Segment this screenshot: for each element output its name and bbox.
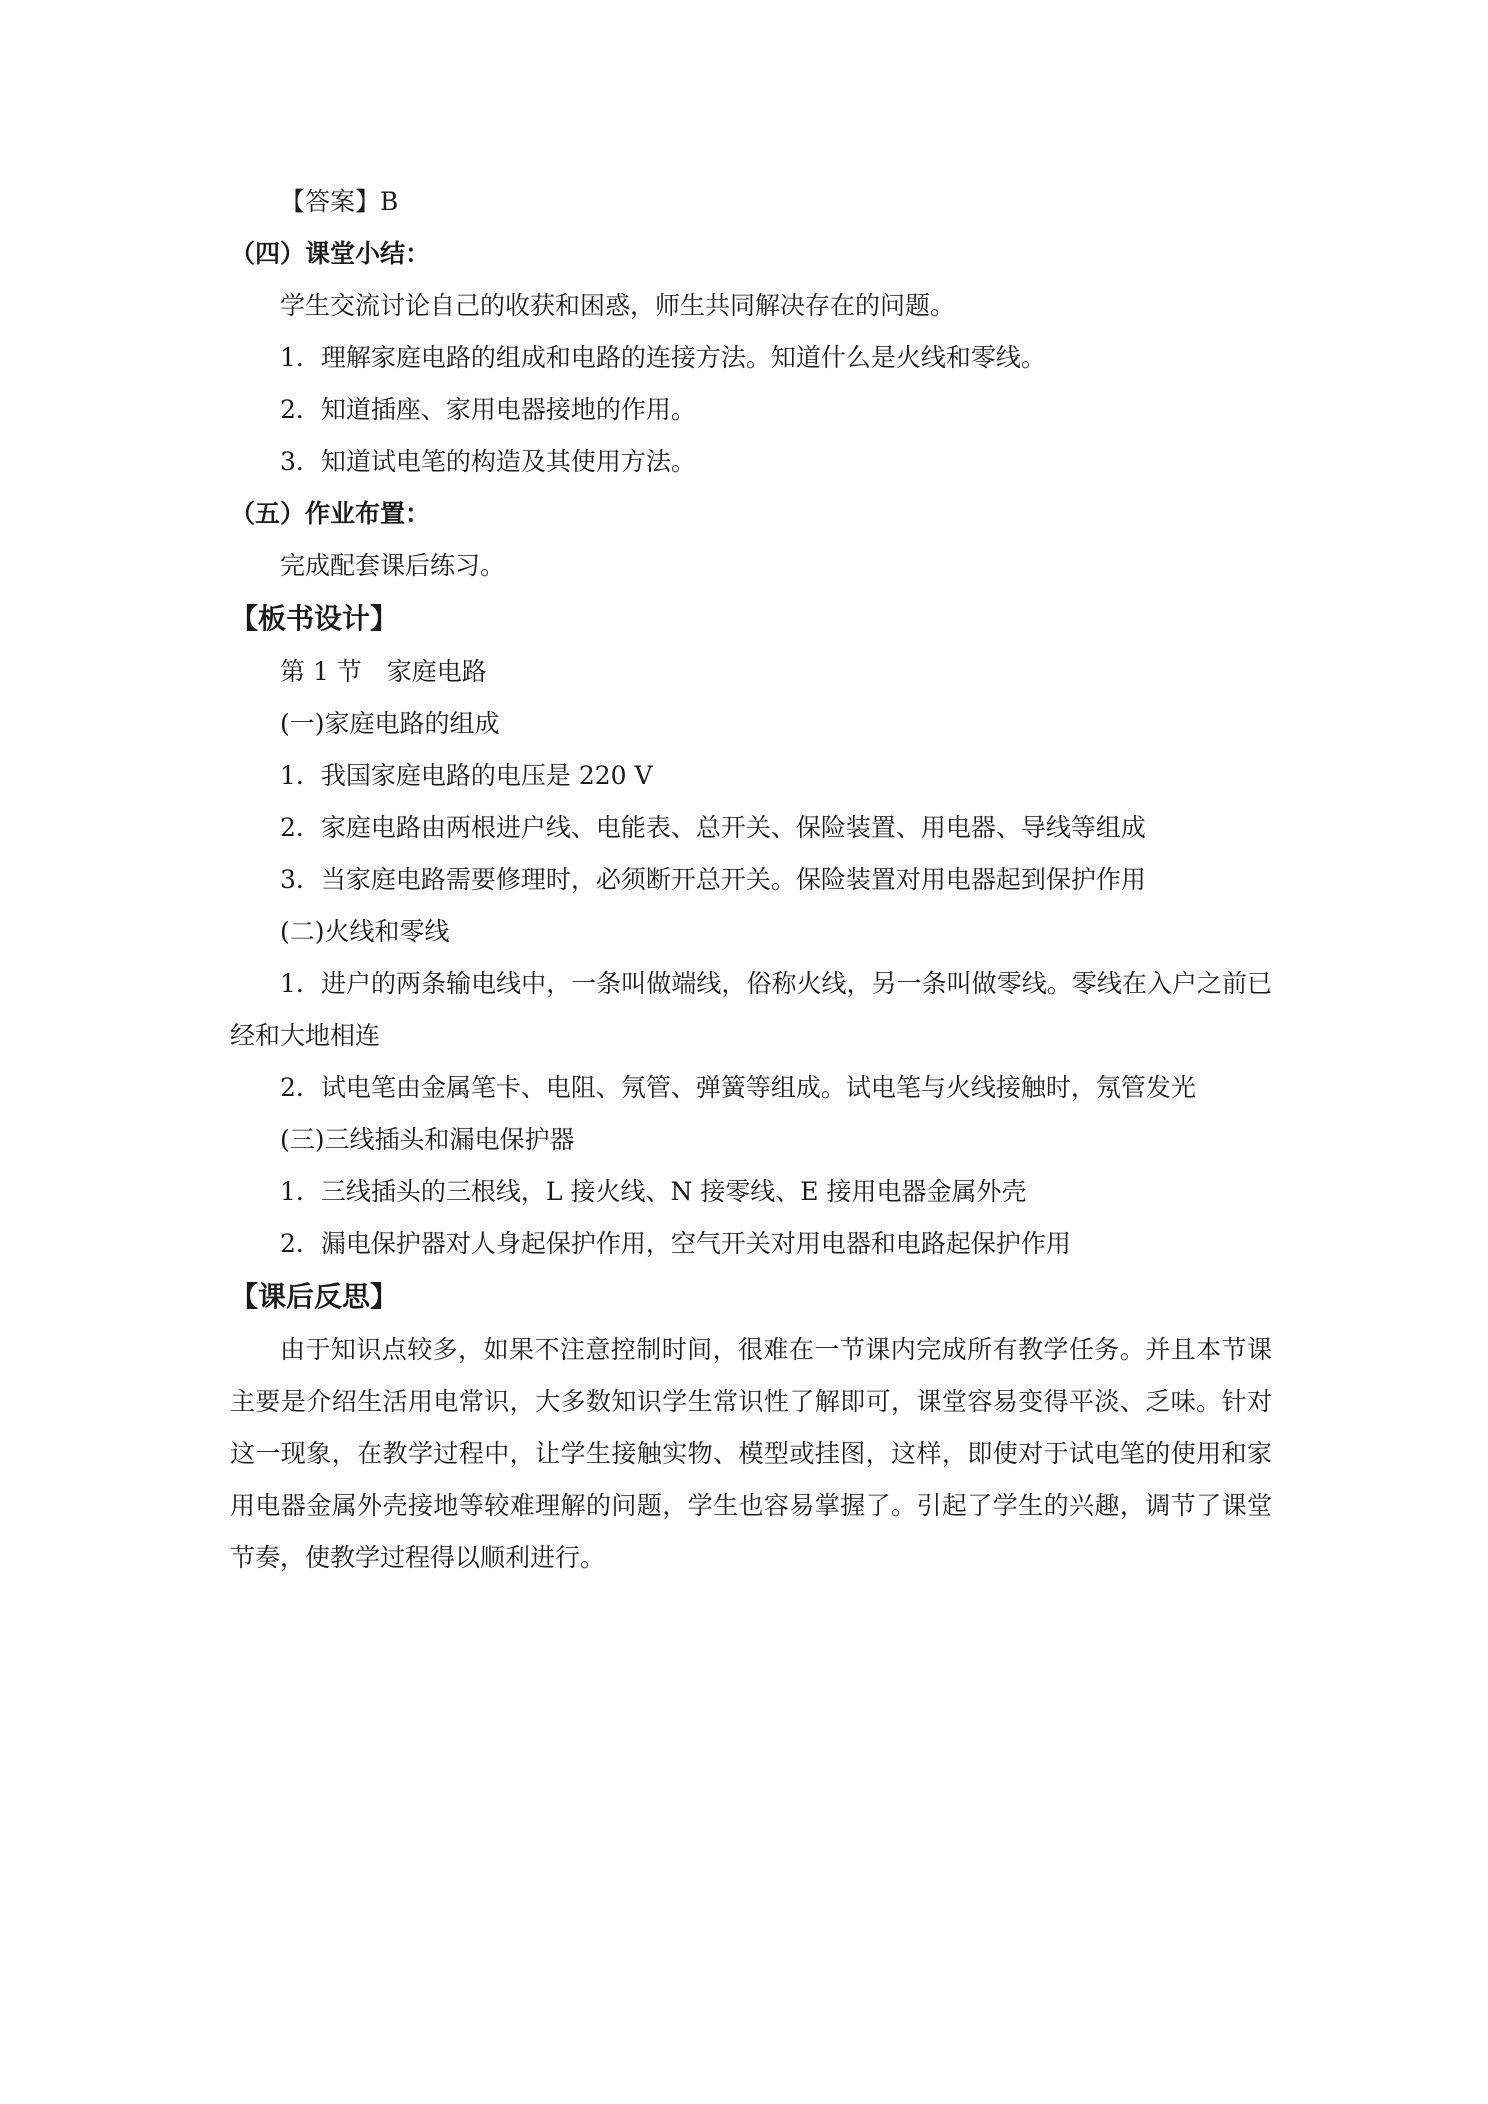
board-part3-item: 2．漏电保护器对人身起保护作用，空气开关对用电器和电路起保护作用 [280, 1229, 1071, 1258]
board-part1-item: 3．当家庭电路需要修理时，必须断开总开关。保险装置对用电器起到保护作用 [280, 865, 1146, 894]
board-part2-heading: (二)火线和零线 [280, 917, 450, 946]
summary-item: 2．知道插座、家用电器接地的作用。 [280, 395, 696, 424]
board-part3-heading: (三)三线插头和漏电保护器 [280, 1125, 575, 1154]
board-part1-item: 1．我国家庭电路的电压是 220 V [280, 761, 653, 790]
board-part1-heading: (一)家庭电路的组成 [280, 709, 500, 738]
board-part2-item: 2．试电笔由金属笔卡、电阻、氖管、弹簧等组成。试电笔与火线接触时，氖管发光 [280, 1073, 1196, 1102]
summary-item: 3．知道试电笔的构造及其使用方法。 [280, 447, 696, 476]
summary-heading: （四）课堂小结： [230, 239, 431, 268]
board-part3-item: 1．三线插头的三根线，L 接火线、N 接零线、E 接用电器金属外壳 [280, 1177, 1027, 1206]
document-page [230, 176, 1280, 1584]
reflection-heading: 【课后反思】 [230, 1280, 399, 1313]
homework-text: 完成配套课后练习。 [280, 551, 506, 580]
summary-intro: 学生交流讨论自己的收获和困惑，师生共同解决存在的问题。 [280, 291, 956, 320]
homework-heading: （五）作业布置： [230, 499, 431, 528]
board-design-heading: 【板书设计】 [230, 602, 399, 635]
board-part2-item: 1．进户的两条输电线中，一条叫做端线，俗称火线，另一条叫做零线。零线在入户之前已经和大地相连 [230, 969, 1272, 1050]
answer-line: 【答案】B [280, 187, 399, 216]
board-title: 第 1 节 家庭电路 [280, 657, 487, 686]
reflection-paragraph: 由于知识点较多，如果不注意控制时间，很难在一节课内完成所有教学任务。并且本节课主要是介绍生活用电常识，大多数知识学生常识性了解即可，课堂容易变得平淡、乏味。针对这一现象，在教学过程中，让学生接触实物、模型或挂图，这样，即使对于试电笔的使用和家用电器金属外壳接地等较难理解的问题，学生也容易掌握了。引起了学生的兴趣，调节了课堂节奏，使教学过程得以顺利进行。 [230, 1335, 1272, 1572]
board-part1-item: 2．家庭电路由两根进户线、电能表、总开关、保险装置、用电器、导线等组成 [280, 813, 1146, 842]
summary-item: 1．理解家庭电路的组成和电路的连接方法。知道什么是火线和零线。 [280, 343, 1046, 372]
